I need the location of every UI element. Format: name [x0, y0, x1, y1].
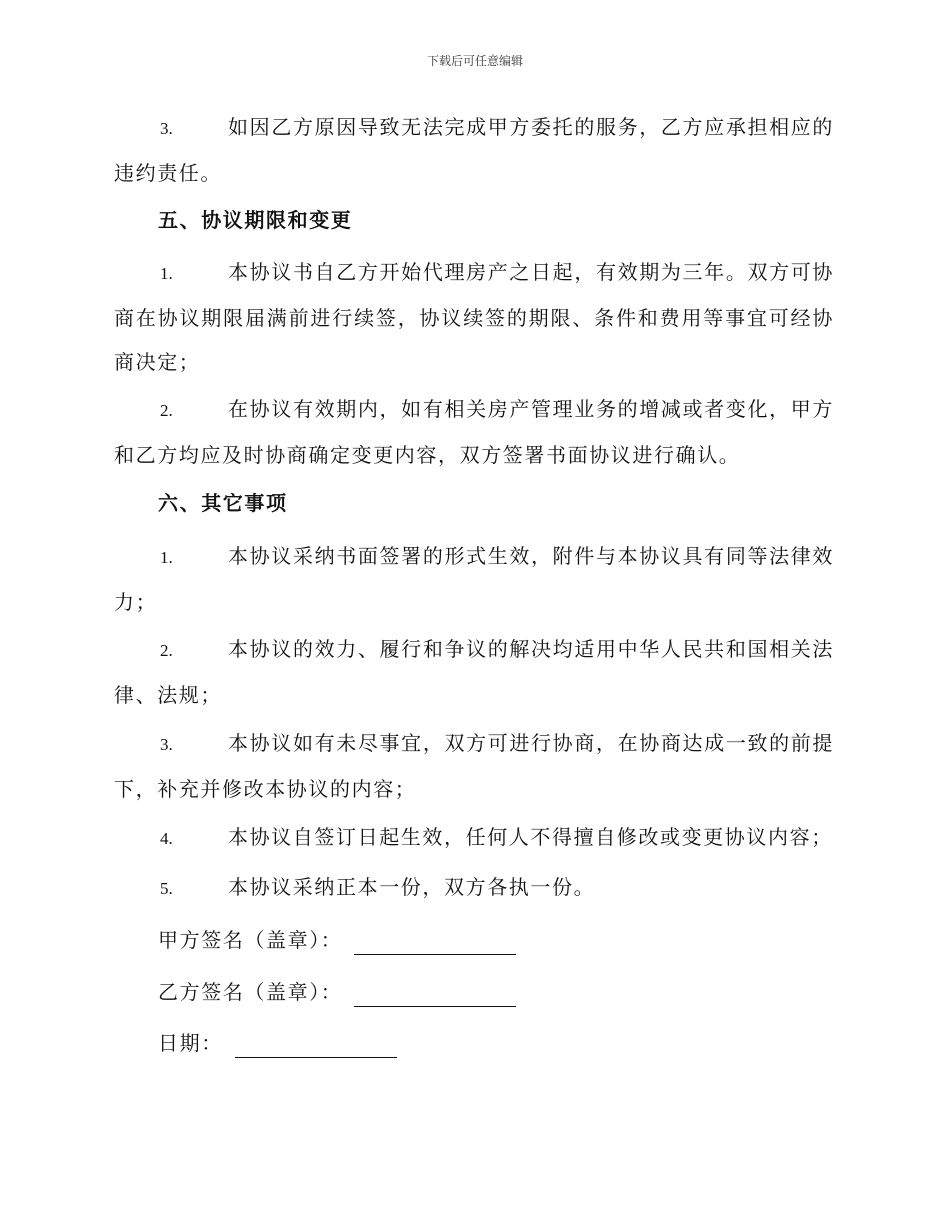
date-blank[interactable]: [235, 1037, 397, 1058]
clause-text: 本协议自签订日起生效，任何人不得擅自修改或变更协议内容；: [228, 825, 833, 849]
party-b-signature-line: [158, 977, 516, 1007]
party-b-signature-blank[interactable]: [354, 986, 516, 1007]
clause-number: 5.: [160, 879, 173, 898]
clause-6-5: [114, 865, 834, 911]
party-a-signature-line: [158, 925, 516, 955]
clause-number: 1.: [160, 548, 173, 567]
page-header: 下载后可任意编辑: [426, 54, 523, 68]
clause-text: 在协议有效期内，如有相关房产管理业务的增减或者变化，甲方和乙方均应及时协商确定变更内容，双方签署书面协议进行确认。: [114, 397, 834, 467]
clause-text: 本协议采纳正本一份，双方各执一份。: [228, 875, 596, 899]
clause-number: 2.: [160, 641, 173, 660]
clause-6-4: [114, 815, 834, 861]
clause-number: 3.: [160, 119, 173, 138]
clause-text: 本协议的效力、履行和争议的解决均适用中华人民共和国相关法律、法规；: [114, 637, 834, 707]
clause-6-2: [114, 627, 834, 717]
party-b-signature-label: 乙方签名（盖章）：: [158, 980, 343, 1004]
clause-6-1: [114, 534, 834, 624]
clause-text: 本协议采纳书面签署的形式生效，附件与本协议具有同等法律效力；: [114, 544, 834, 614]
clause-text: 本协议如有未尽事宜，双方可进行协商，在协商达成一致的前提下，补充并修改本协议的内容；: [114, 731, 834, 801]
date-line: [158, 1028, 397, 1058]
clause-text: 如因乙方原因导致无法完成甲方委托的服务，乙方应承担相应的违约责任。: [114, 115, 834, 185]
date-label: 日期：: [158, 1031, 223, 1055]
section-6-heading: 六、其它事项: [158, 491, 288, 515]
clause-number: 2.: [160, 401, 173, 420]
clause-4-3: [114, 105, 834, 195]
party-a-signature-label: 甲方签名（盖章）：: [158, 928, 343, 952]
party-a-signature-blank[interactable]: [354, 934, 516, 955]
clause-5-2: [114, 387, 834, 477]
clause-number: 4.: [160, 829, 173, 848]
clause-number: 1.: [160, 264, 173, 283]
clause-5-1: [114, 250, 834, 384]
clause-number: 3.: [160, 735, 173, 754]
section-5-heading: 五、协议期限和变更: [158, 208, 353, 232]
clause-6-3: [114, 721, 834, 811]
clause-text: 本协议书自乙方开始代理房产之日起，有效期为三年。双方可协商在协议期限届满前进行续签，协议续签的期限、条件和费用等事宜可经协商决定；: [114, 260, 834, 374]
